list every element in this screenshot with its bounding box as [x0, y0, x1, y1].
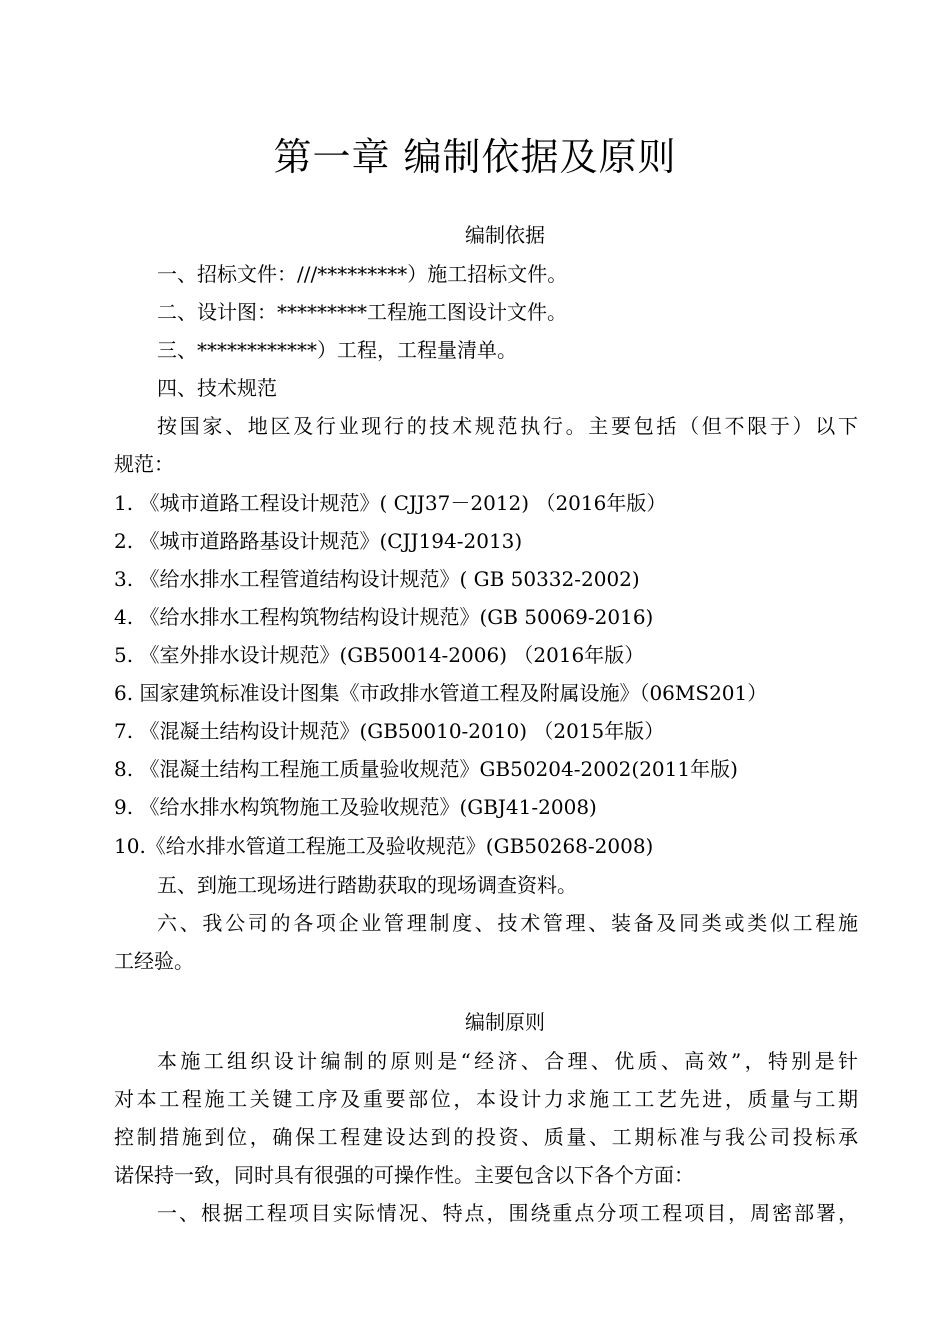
spec-item: 1. 《城市道路工程设计规范》( CJJ37－2012) （2016年版） [114, 491, 667, 515]
principles-heading: 编制原则 [465, 1010, 545, 1034]
basis-item-3: 三、************）工程，工程量清单。 [157, 338, 517, 362]
principles-para-line-2: 对本工程施工关键工序及重要部位，本设计力求施工工艺先进，质量与工期 [114, 1087, 858, 1111]
principles-para-line-3: 控制措施到位，确保工程建设达到的投资、质量、工期标准与我公司投标承 [114, 1125, 858, 1149]
spec-item: 3. 《给水排水工程管道结构设计规范》( GB 50332-2002) [114, 567, 640, 591]
basis-item-6-line-1: 六、我公司的各项企业管理制度、技术管理、装备及同类或类似工程施 [157, 911, 858, 935]
spec-intro-line-1: 按国家、地区及行业现行的技术规范执行。主要包括（但不限于）以下 [157, 414, 858, 438]
principles-para-line-1: 本施工组织设计编制的原则是“经济、合理、优质、高效”，特别是针 [157, 1049, 858, 1073]
basis-item-5: 五、到施工现场进行踏勘获取的现场调查资料。 [157, 873, 577, 897]
spec-item: 10.《给水排水管道工程施工及验收规范》(GB50268-2008) [114, 834, 654, 858]
spec-item: 8. 《混凝土结构工程施工质量验收规范》GB50204-2002(2011年版) [114, 757, 738, 781]
spec-item: 9. 《给水排水构筑物施工及验收规范》(GBJ41-2008) [114, 795, 597, 819]
spec-item: 4. 《给水排水工程构筑物结构设计规范》(GB 50069-2016) [114, 605, 654, 629]
spec-item: 7. 《混凝土结构设计规范》(GB50010-2010) （2015年版） [114, 719, 665, 743]
spec-item: 5. 《室外排水设计规范》(GB50014-2006) （2016年版） [114, 643, 645, 667]
basis-item-2: 二、设计图：*********工程施工图设计文件。 [157, 300, 567, 324]
spec-item: 6. 国家建筑标准设计图集《市政排水管道工程及附属设施》（06MS201） [114, 681, 768, 705]
basis-heading: 编制依据 [465, 223, 545, 247]
basis-item-4: 四、技术规范 [157, 376, 277, 400]
spec-intro-line-2: 规范： [114, 452, 174, 476]
basis-item-6-line-2: 工经验。 [114, 949, 194, 973]
spec-item: 2. 《城市道路路基设计规范》(CJJ194-2013) [114, 529, 523, 553]
principles-item-1: 一、根据工程项目实际情况、特点，围绕重点分项工程项目，周密部署， [157, 1201, 858, 1225]
principles-para-line-4: 诺保持一致，同时具有很强的可操作性。主要包含以下各个方面： [114, 1163, 694, 1187]
basis-item-1: 一、招标文件：///*********）施工招标文件。 [157, 262, 568, 286]
chapter-title: 第一章 编制依据及原则 [273, 135, 677, 179]
